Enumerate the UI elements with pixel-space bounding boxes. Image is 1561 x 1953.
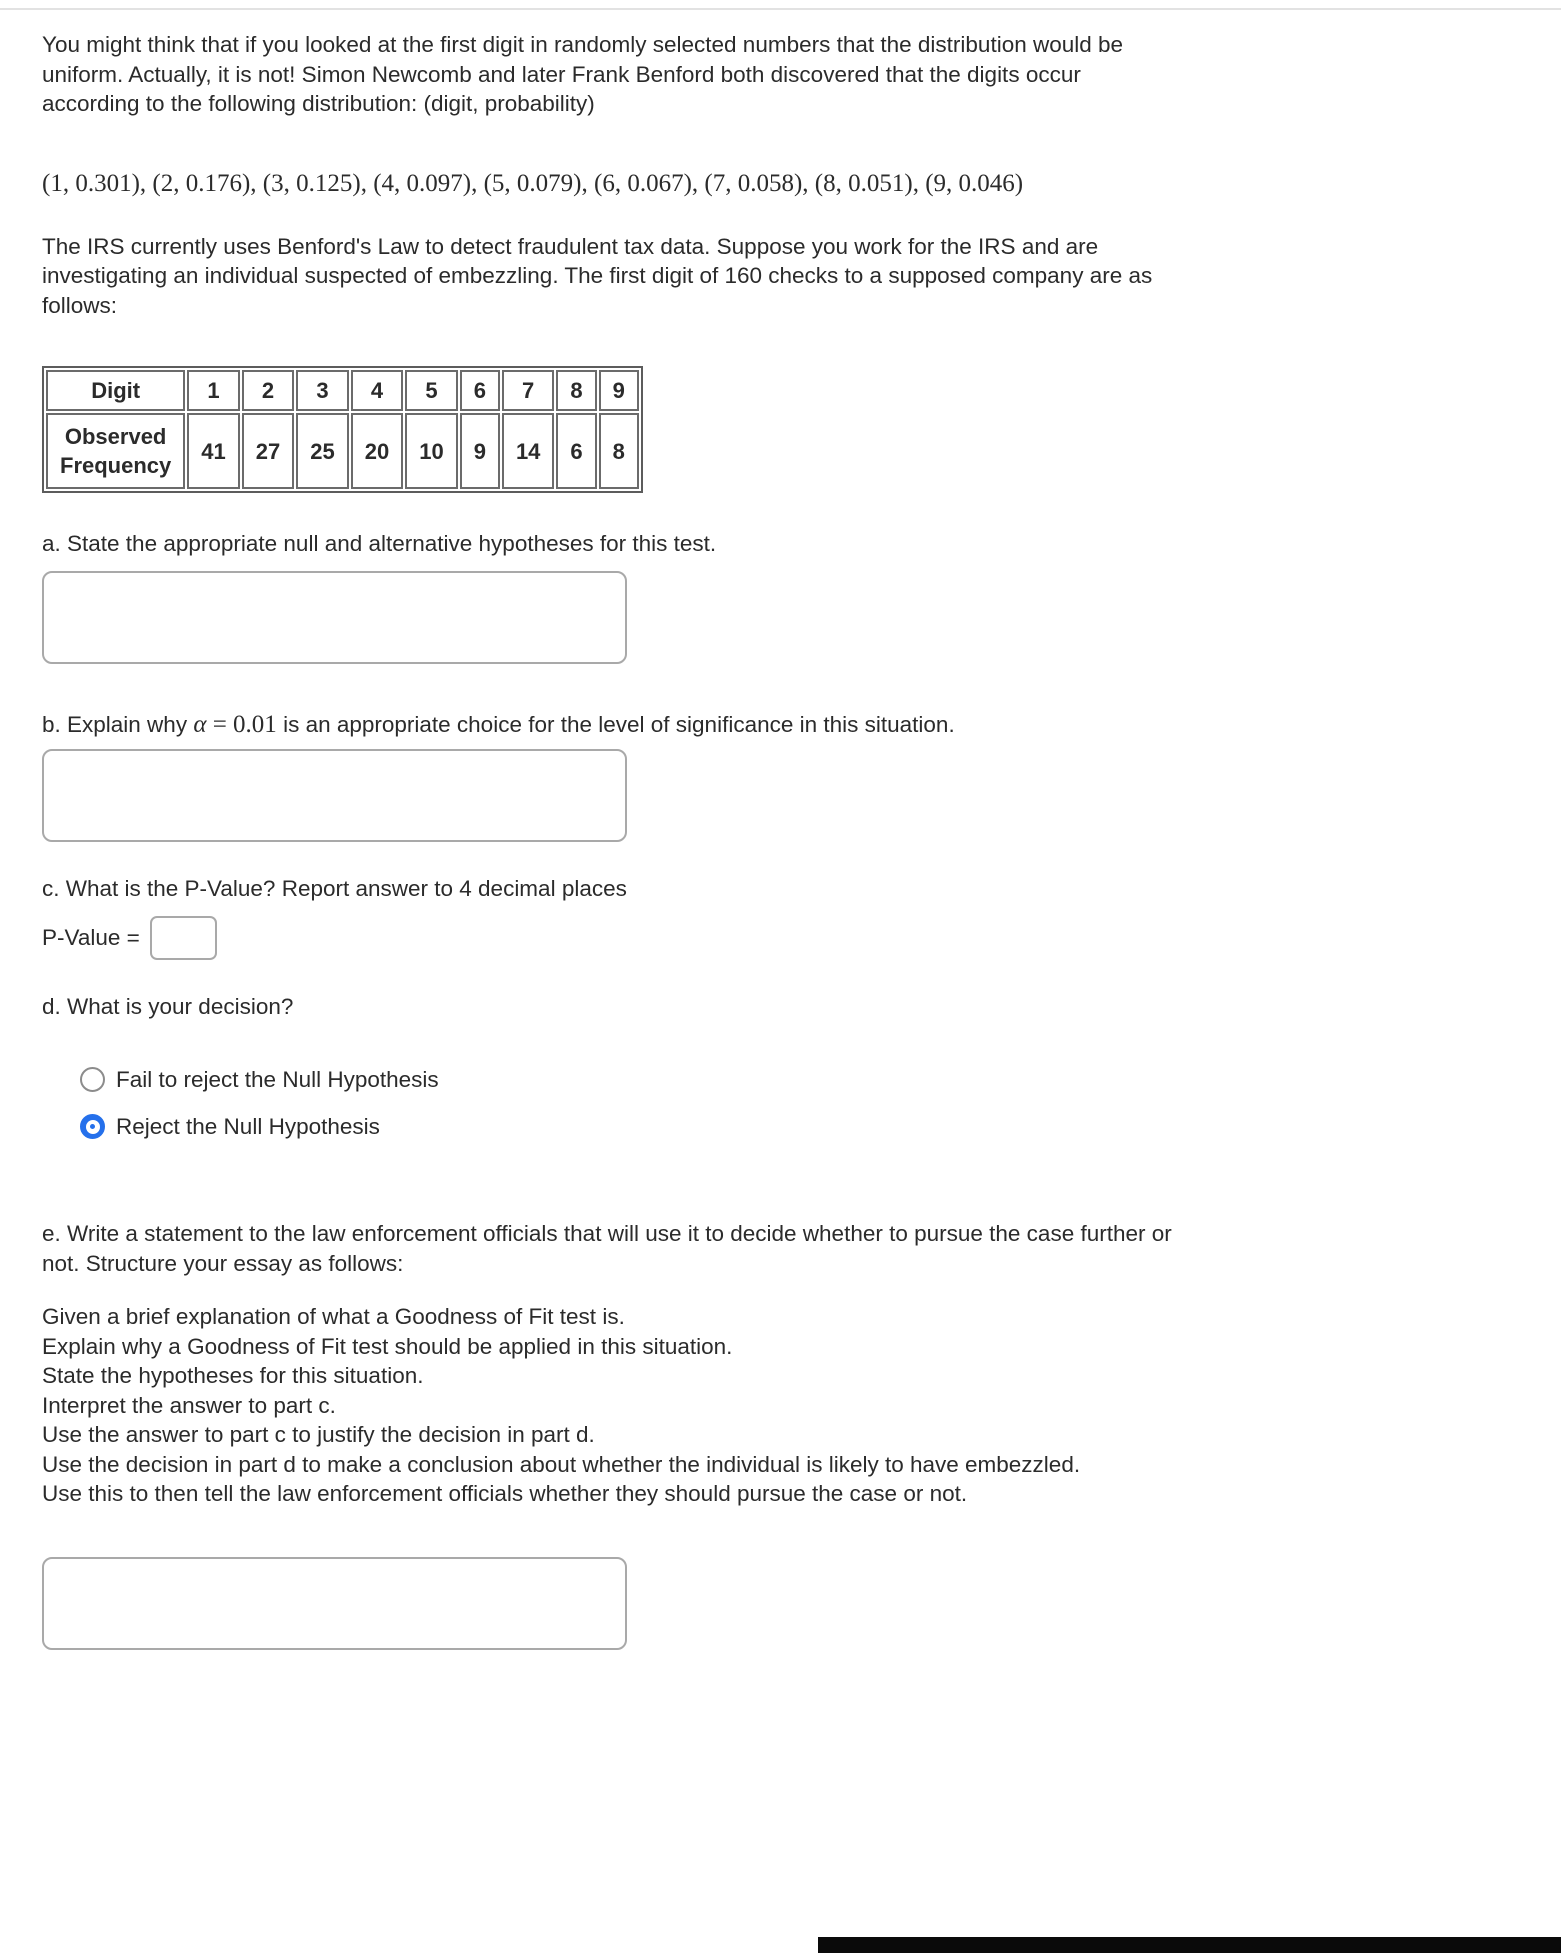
decision-option-reject[interactable] xyxy=(80,1112,1519,1141)
essay-instruction-line: Interpret the answer to part c. xyxy=(42,1392,336,1418)
pvalue-input[interactable] xyxy=(150,916,217,960)
part-e-label: e. Write a statement to the law enforcement officials that will use it to decide whether to pursue the case further or not. Structure your essay as follows: xyxy=(42,1221,1172,1276)
essay-structure-instructions xyxy=(42,1302,1519,1509)
intro-paragraph: You might think that if you looked at the first digit in randomly selected numbers that the distribution would be uniform. Actually, it is not! Simon Newcomb and later Frank Benford both discovered that the digits occur according to the following distribution: (digit, probability) xyxy=(42,32,1124,116)
irs-paragraph: The IRS currently uses Benford's Law to detect fraudulent tax data. Suppose you work for the IRS and are investigating an individual suspected of embezzling. The first digit of 160 checks to a supposed company are as follows: xyxy=(42,233,1153,318)
digit-cell: 4 xyxy=(351,370,403,411)
part-b-label-prefix: b. Explain why xyxy=(42,711,194,737)
part-a-answer-textarea[interactable] xyxy=(42,571,627,664)
pvalue-label: P-Value = xyxy=(42,924,140,950)
part-b-label-suffix: is an appropriate choice for the level of significance in this situation. xyxy=(276,711,955,737)
digit-cell: 3 xyxy=(296,370,348,411)
essay-instruction-line: State the hypotheses for this situation. xyxy=(42,1363,424,1388)
frequency-row xyxy=(46,413,639,489)
decision-option-label: Reject the Null Hypothesis xyxy=(116,1114,380,1139)
frequency-cell: 41 xyxy=(187,413,239,489)
digit-header-row xyxy=(46,370,639,411)
frequency-cell: 10 xyxy=(405,413,457,489)
bottom-black-bar xyxy=(818,1937,1561,1953)
part-a-label: a. State the appropriate null and alternative hypotheses for this test. xyxy=(42,531,717,556)
alpha-value: = 0.01 xyxy=(206,710,277,738)
part-d-label: d. What is your decision? xyxy=(42,993,294,1019)
part-e-answer-textarea[interactable] xyxy=(42,1557,627,1650)
digit-cell: 5 xyxy=(405,370,457,411)
frequency-cell: 20 xyxy=(351,413,403,489)
essay-instruction-line: Use the answer to part c to justify the decision in part d. xyxy=(42,1422,595,1447)
digit-cell: 9 xyxy=(599,370,639,411)
essay-instruction-line: Explain why a Goodness of Fit test should be applied in this situation. xyxy=(42,1333,733,1359)
frequency-cell: 27 xyxy=(242,413,294,489)
observed-frequency-table xyxy=(42,366,643,493)
frequency-cell: 9 xyxy=(460,413,500,489)
frequency-cell: 14 xyxy=(502,413,554,489)
essay-instruction-line: Use the decision in part d to make a conclusion about whether the individual is likely to have embezzled. xyxy=(42,1451,1081,1477)
decision-option-label: Fail to reject the Null Hypothesis xyxy=(116,1067,439,1092)
part-b-answer-textarea[interactable] xyxy=(42,749,627,842)
digit-cell: 1 xyxy=(187,370,239,411)
assignment-page xyxy=(0,10,1561,1650)
part-c-label: c. What is the P-Value? Report answer to 4 decimal places xyxy=(42,876,627,901)
digit-cell: 8 xyxy=(556,370,596,411)
alpha-symbol: α xyxy=(193,710,207,738)
decision-radio-group xyxy=(80,1065,1519,1141)
part-b-label xyxy=(42,710,1172,740)
digit-cell: 6 xyxy=(460,370,500,411)
pvalue-row xyxy=(42,916,1519,960)
radio-button-icon[interactable] xyxy=(80,1067,105,1092)
frequency-cell: 25 xyxy=(296,413,348,489)
digit-cell: 7 xyxy=(502,370,554,411)
decision-option-fail-to-reject[interactable] xyxy=(80,1065,1519,1094)
essay-instruction-line: Given a brief explanation of what a Goodness of Fit test is. xyxy=(42,1304,625,1329)
table-header-frequency: Observed Frequency xyxy=(46,413,185,489)
essay-instruction-line: Use this to then tell the law enforcement officials whether they should pursue the case or not. xyxy=(42,1481,968,1506)
benford-distribution-math: (1, 0.301), (2, 0.176), (3, 0.125), (4, 0.097), (5, 0.079), (6, 0.067), (7, 0.058), (8, 0.051), (9, 0.046) xyxy=(42,169,1024,197)
frequency-cell: 6 xyxy=(556,413,596,489)
frequency-cell: 8 xyxy=(599,413,639,489)
radio-button-icon[interactable] xyxy=(80,1114,105,1139)
table-header-digit: Digit xyxy=(46,370,185,411)
digit-cell: 2 xyxy=(242,370,294,411)
